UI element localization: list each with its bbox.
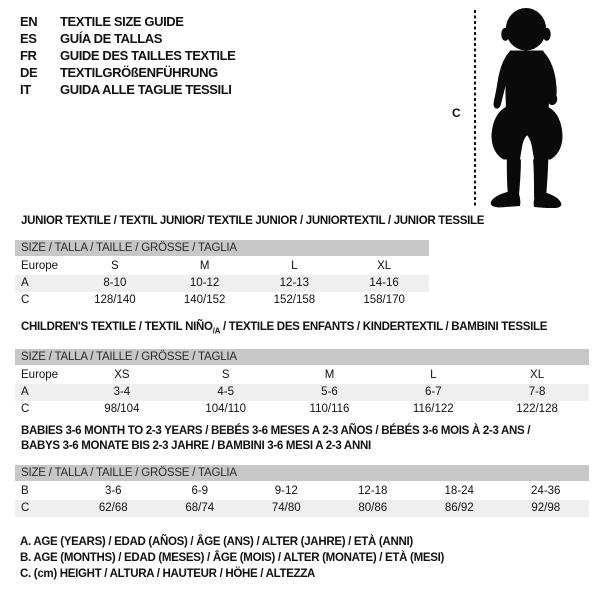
table-cell: 24-36 xyxy=(531,485,561,497)
table-cell: 128/140 xyxy=(94,294,136,306)
table-row xyxy=(15,292,429,309)
size-header-bar: SIZE / TALLA / TAILLE / GRÖSSE / TAGLIA xyxy=(15,240,429,256)
table-title-segment: BABYS 3-6 MONATE BIS 2-3 JAHRE / BAMBINI 3-6 MESI A 2-3 ANNI xyxy=(21,440,371,452)
language-code: IT xyxy=(20,82,31,97)
table-title-line xyxy=(15,214,485,229)
table-row xyxy=(15,384,589,401)
size-header-bar: SIZE / TALLA / TAILLE / GRÖSSE / TAGLIA xyxy=(15,349,589,365)
table-cell: 8-10 xyxy=(103,277,127,289)
language-code: ES xyxy=(20,31,37,46)
table-title xyxy=(15,214,485,229)
table-cell: 140/152 xyxy=(183,294,226,306)
table-title xyxy=(15,424,589,454)
language-title: GUÍA DE TALLAS xyxy=(60,31,163,46)
toddler-silhouette-image xyxy=(481,6,573,208)
table-cell: 62/68 xyxy=(98,502,128,514)
babies-textile-table-section xyxy=(15,424,589,517)
table-cell: M xyxy=(324,369,335,382)
table-cell: 6-7 xyxy=(424,386,442,399)
table-title-line xyxy=(15,424,589,439)
table-rows xyxy=(15,483,589,517)
footnote-age-months: B. AGE (MONTHS) / EDAD (MESES) / ÂGE (MOIS) / ALTER (MONATE) / ETÀ (MESI) xyxy=(20,552,445,564)
table-cell: 4-5 xyxy=(217,386,234,399)
table-cell: 14-16 xyxy=(369,277,399,289)
table-cell: L xyxy=(430,369,437,382)
table-cell: M xyxy=(199,260,210,272)
row-label: C xyxy=(21,294,30,306)
table-title-segment: CHILDREN'S TEXTILE / TEXTIL NIÑO xyxy=(21,321,213,333)
size-table xyxy=(15,240,429,309)
table-cell: 98/104 xyxy=(104,403,140,416)
table-cell: XL xyxy=(530,369,545,382)
size-table xyxy=(15,465,589,517)
table-cell: 18-24 xyxy=(444,485,474,497)
table-row xyxy=(15,483,589,500)
language-title: TEXTILE SIZE GUIDE xyxy=(60,14,184,29)
table-cell: 80/86 xyxy=(358,502,388,514)
table-title-segment: /A xyxy=(212,326,221,336)
row-label: A xyxy=(21,277,29,289)
table-cell: S xyxy=(221,369,230,382)
language-row xyxy=(20,13,235,30)
language-title: TEXTILGRÖßENFÜHRUNG xyxy=(60,65,218,80)
language-code: FR xyxy=(20,48,37,63)
table-row xyxy=(15,367,589,384)
table-cell: S xyxy=(111,260,119,272)
language-code: DE xyxy=(20,65,38,80)
language-row xyxy=(20,64,235,81)
table-cell: 158/170 xyxy=(363,294,405,306)
table-row xyxy=(15,500,589,517)
table-cell: 92/98 xyxy=(531,502,561,514)
table-cell: 116/122 xyxy=(412,403,454,416)
row-label: Europe xyxy=(21,260,59,272)
table-title xyxy=(15,320,589,338)
table-cell: 110/116 xyxy=(309,403,350,416)
language-title-list xyxy=(20,13,235,98)
table-cell: 5-6 xyxy=(321,386,338,399)
language-code: EN xyxy=(20,14,38,29)
table-cell: 12-13 xyxy=(279,277,310,289)
table-row xyxy=(15,401,589,418)
table-cell: XL xyxy=(377,260,392,272)
size-header-bar: SIZE / TALLA / TAILLE / GRÖSSE / TAGLIA xyxy=(15,465,589,481)
children-textile-table-section xyxy=(15,320,589,418)
table-cell: 86/92 xyxy=(444,502,474,514)
table-title-segment: JUNIOR TEXTILE / TEXTIL JUNIOR/ TEXTILE JUNIOR / JUNIORTEXTIL / JUNIOR TESSILE xyxy=(21,215,485,227)
table-cell: 12-18 xyxy=(358,485,388,497)
language-row xyxy=(20,47,235,64)
footnote-height-cm: C. (cm) HEIGHT / ALTURA / HAUTEUR / HÖHE / ALTEZZA xyxy=(20,568,316,580)
table-cell: 9-12 xyxy=(274,485,298,497)
table-cell: 3-4 xyxy=(113,386,131,399)
language-title: GUIDE DES TAILLES TEXTILE xyxy=(60,48,236,63)
table-row xyxy=(15,258,429,275)
footnote-age-years: A. AGE (YEARS) / EDAD (AÑOS) / ÂGE (ANS) / ALTER (JAHRE) / ETÀ (ANNI) xyxy=(20,536,413,548)
table-cell: L xyxy=(291,260,298,272)
table-cell: 6-9 xyxy=(191,485,209,497)
junior-textile-table-section xyxy=(15,214,485,309)
table-title-segment: / TEXTILE DES ENFANTS / KINDERTEXTIL / BAMBINI TESSILE xyxy=(220,321,548,333)
footnotes xyxy=(20,534,444,582)
table-title-line xyxy=(15,320,589,338)
height-measure-label: C xyxy=(452,106,461,120)
row-label: C xyxy=(21,403,30,416)
table-cell: 3-6 xyxy=(104,485,122,497)
row-label: B xyxy=(21,485,29,497)
table-cell: 74/80 xyxy=(271,502,301,514)
table-cell: 7-8 xyxy=(528,386,546,399)
table-cell: 104/110 xyxy=(205,403,247,416)
size-table xyxy=(15,349,589,418)
table-rows xyxy=(15,367,589,418)
table-cell: 68/74 xyxy=(185,502,215,514)
table-cell: 122/128 xyxy=(516,403,558,416)
table-cell: XS xyxy=(114,369,130,382)
table-title-line xyxy=(15,439,589,454)
row-label: C xyxy=(21,502,30,514)
table-rows xyxy=(15,258,429,309)
height-measure-dashed-line xyxy=(474,10,476,206)
row-label: A xyxy=(21,386,29,399)
language-title: GUIDA ALLE TAGLIE TESSILI xyxy=(60,82,232,97)
row-label: Europe xyxy=(21,369,59,382)
table-cell: 10-12 xyxy=(189,277,220,289)
language-row xyxy=(20,81,235,98)
language-row xyxy=(20,30,235,47)
table-cell: 152/158 xyxy=(273,294,316,306)
table-row xyxy=(15,275,429,292)
table-title-segment: BABIES 3-6 MONTH TO 2-3 YEARS / BEBÉS 3-6 MESES A 2-3 AÑOS / BÉBÉS 3-6 MOIS À 2-3 ANS / xyxy=(21,425,531,437)
